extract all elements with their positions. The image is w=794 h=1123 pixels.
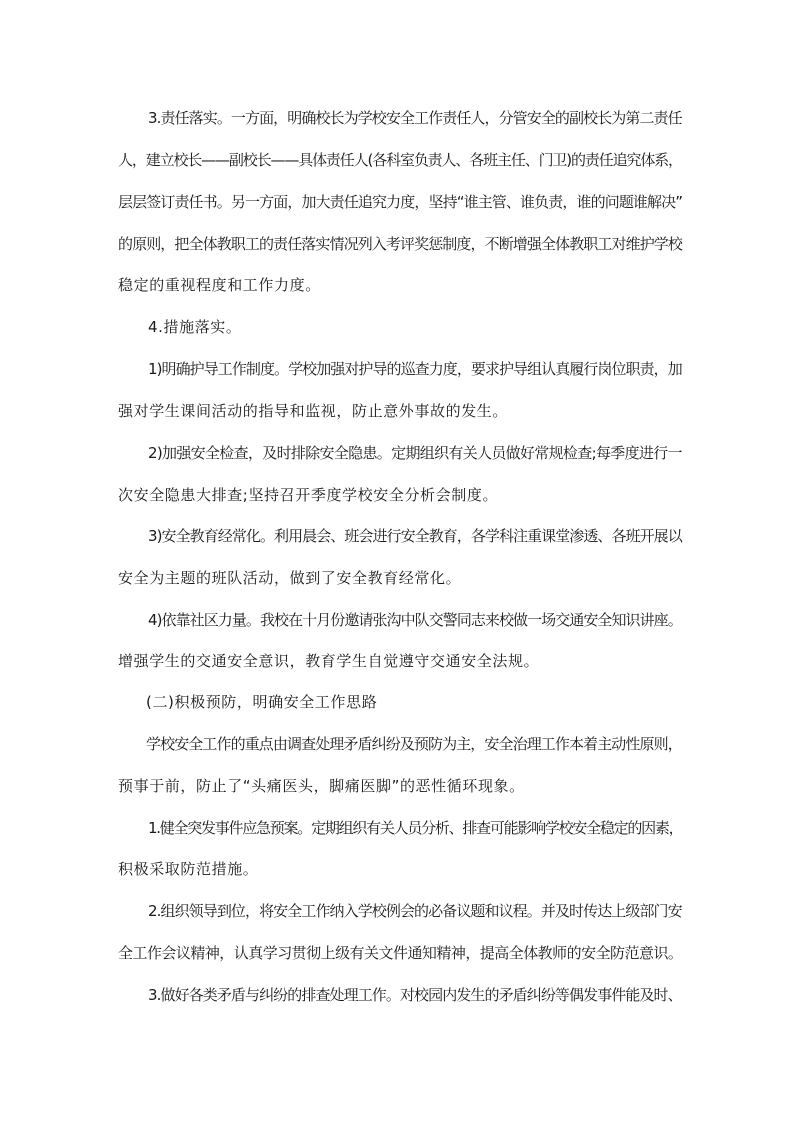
paragraph-line: 稳定的重视程度和工作力度。 [118,276,321,294]
paragraph-line: 3.做好各类矛盾与纠纷的排查处理工作。对校园内发生的矛盾纠纷等偶发事件能及时、 [148,986,682,1004]
paragraph-line: 2.组织领导到位，将安全工作纳入学校例会的必备议题和议程。并及时传达上级部门安 [148,902,682,920]
paragraph-line: 学校安全工作的重点由调查处理矛盾纠纷及预防为主，安全治理工作本着主动性原则， [146,735,682,753]
paragraph-line: 预事于前，防止了“头痛医头，脚痛医脚”的恶性循环现象。 [118,777,525,795]
paragraph-line: 次安全隐患大排查;坚持召开季度学校安全分析会制度。 [118,486,499,504]
paragraph-line: 的原则，把全体教职工的责任落实情况列入考评奖惩制度，不断增强全体教职工对维护学校 [118,235,683,253]
paragraph-line: 安全为主题的班队活动，做到了安全教育经常化。 [118,569,462,587]
paragraph-line: 增强学生的交通安全意识，教育学生自觉遵守交通安全法规。 [118,652,540,670]
paragraph-line: 人，建立校长——副校长——具体责任人(各科室负责人、各班主任、门卫)的责任追究体系， [118,151,682,169]
paragraph-line: 1)明确护导工作制度。学校加强对护导的巡查力度，要求护导组认真履行岗位职责，加 [148,360,682,378]
paragraph-line: 积极采取防范措施。 [118,860,259,878]
paragraph-line: 4)依靠社区力量。我校在十月份邀请张沟中队交警同志来校做一场交通安全知识讲座。 [148,611,682,629]
paragraph-line: 3)安全教育经常化。利用晨会、班会进行安全教育，各学科注重课堂渗透、各班开展以 [148,527,682,545]
paragraph-line: 1.健全突发事件应急预案。定期组织有关人员分析、排查可能影响学校安全稳定的因素， [148,819,683,837]
paragraph-line: 层层签订责任书。另一方面，加大责任追究力度，坚持“谁主管、谁负责，谁的问题谁解决” [118,193,683,211]
paragraph-line: 3.责任落实。一方面，明确校长为学校安全工作责任人，分管安全的副校长为第二责任 [148,109,682,127]
paragraph-line: 强对学生课间活动的指导和监视，防止意外事故的发生。 [118,402,509,420]
paragraph-line: 全工作会议精神，认真学习贯彻上级有关文件通知精神，提高全体教师的安全防范意识。 [118,944,683,962]
paragraph-line: 4.措施落实。 [148,318,242,336]
section-heading: (二)积极预防，明确安全工作思路 [146,693,378,711]
paragraph-line: 2)加强安全检查，及时排除安全隐患。定期组织有关人员做好常规检查;每季度进行一 [148,444,682,462]
